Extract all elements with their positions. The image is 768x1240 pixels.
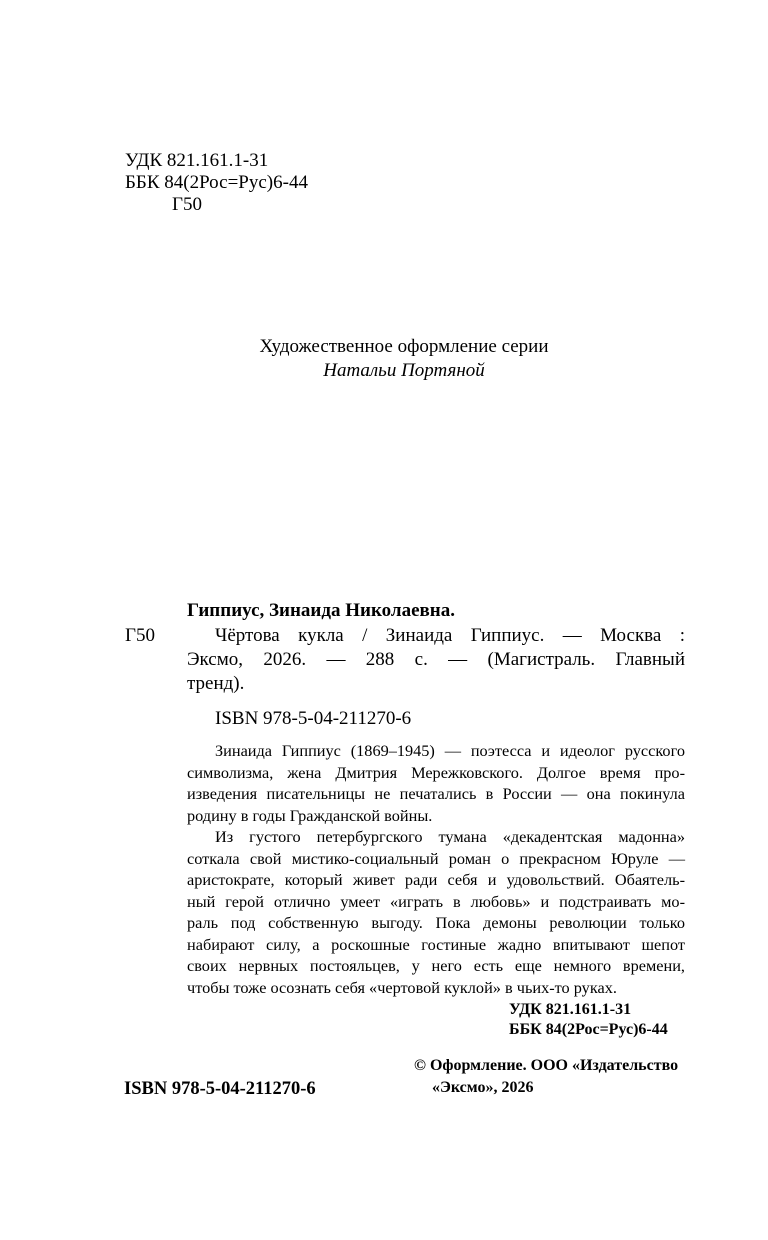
author-heading: Гиппиус, Зинаида Николаевна. bbox=[187, 600, 455, 621]
copyright-line: © Оформление. ООО «Издательство bbox=[414, 1057, 679, 1074]
annotation-line: родину в годы Гражданской войны. bbox=[187, 805, 433, 825]
record-author-mark: Г50 bbox=[125, 625, 155, 646]
annotation-line: Из густого петербургского тумана «декадентская мадонна» bbox=[215, 827, 685, 846]
bbk-code: ББК 84(2Рос=Рус)6-44 bbox=[125, 172, 308, 193]
record-isbn: ISBN 978-5-04-211270-6 bbox=[215, 708, 412, 729]
annotation-line: соткала свой мистико-социальный роман о прекрасном Юруле — bbox=[187, 848, 685, 868]
annotation-line: аристократе, который живет ради себя и удовольствий. Обаятель- bbox=[187, 870, 685, 889]
footer-isbn: ISBN 978-5-04-211270-6 bbox=[124, 1079, 316, 1099]
udk-code: УДК 821.161.1-31 bbox=[125, 150, 269, 171]
series-designer-name: Натальи Портяной bbox=[323, 360, 485, 381]
series-design-label: Художественное оформление серии bbox=[259, 336, 549, 357]
annotation-line: изведения писательницы не печатались в России — она покинула bbox=[187, 784, 685, 803]
copyright-line: «Эксмо», 2026 bbox=[432, 1079, 534, 1096]
bottom-bbk-code: ББК 84(2Рос=Рус)6-44 bbox=[509, 1021, 668, 1038]
record-series-line: тренд). bbox=[187, 673, 245, 694]
author-mark: Г50 bbox=[172, 194, 202, 215]
record-publisher-line: Эксмо, 2026. — 288 с. — (Магистраль. Главный bbox=[187, 649, 685, 670]
annotation-line: ный герой отлично умеет «играть в любовь» и подстраивать мо- bbox=[187, 891, 685, 911]
annotation-line: символизма, жена Дмитрия Мережковского. Долгое время про- bbox=[187, 762, 685, 782]
annotation-line: раль под собственную выгоду. Пока демоны революции только bbox=[187, 913, 685, 932]
annotation-line: чтобы тоже осознать себя «чертовой куклой» в чьих-то руках. bbox=[187, 977, 617, 997]
annotation-line: Зинаида Гиппиус (1869–1945) — поэтесса и идеолог русского bbox=[215, 741, 685, 760]
record-title-line: Чёртова кукла / Зинаида Гиппиус. — Москва : bbox=[215, 625, 685, 646]
annotation-line: набирают силу, а роскошные гостиные жадно впитывают шепот bbox=[187, 934, 685, 954]
bottom-udk-code: УДК 821.161.1-31 bbox=[509, 1001, 632, 1018]
annotation-line: своих нервных постояльцев, у него есть еще немного времени, bbox=[187, 956, 685, 975]
